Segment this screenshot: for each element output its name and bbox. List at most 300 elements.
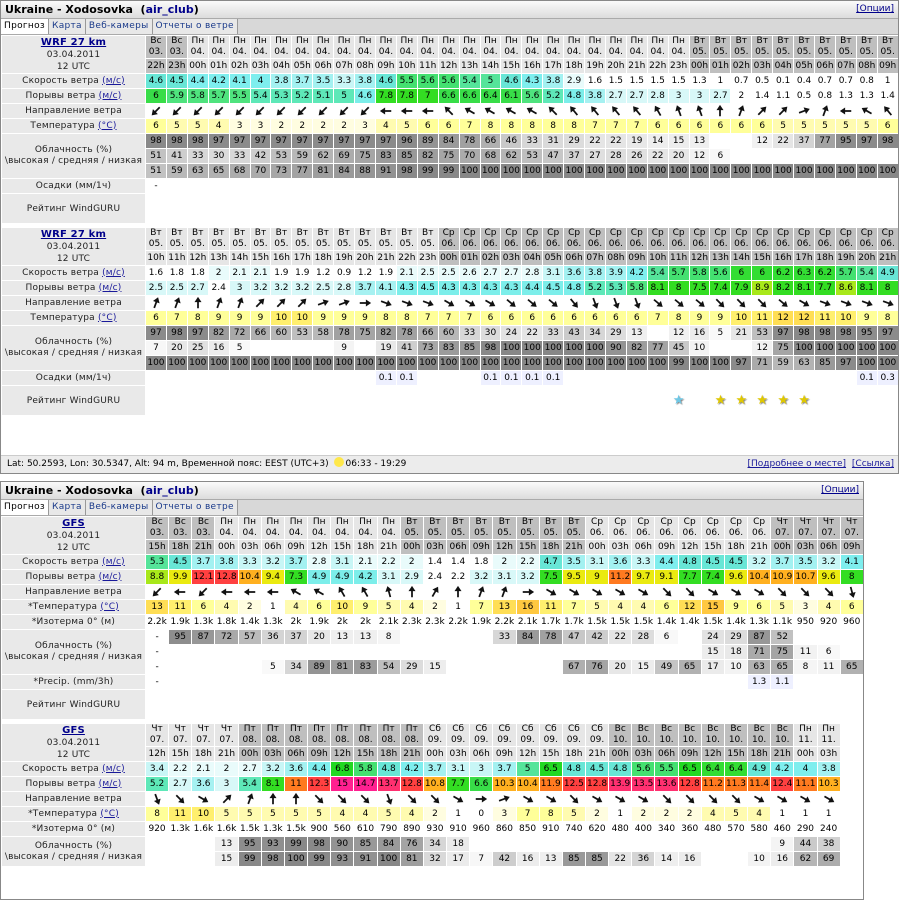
cloud-cell: [308, 645, 331, 660]
cloud-cell: 82: [208, 326, 229, 341]
tab-forecast[interactable]: Прогноз: [1, 19, 49, 34]
wind-gust-row-label-text: Порывы ветра: [25, 90, 96, 101]
cloud-cell: [710, 341, 731, 356]
wind-gust-cell: 12.8: [215, 570, 238, 585]
hour-header: 00h: [187, 59, 208, 74]
cloud-cell: 97: [835, 356, 856, 371]
wind-arrow-icon: [377, 792, 400, 807]
date: 04.: [357, 47, 373, 57]
freezing-level-row: [2, 822, 841, 837]
temperature-cell: 5: [396, 119, 417, 134]
cloud-cell: 29: [400, 660, 423, 675]
weekday: Чт: [220, 724, 233, 734]
cloud-cell: [678, 645, 701, 660]
date: 06.: [775, 239, 791, 249]
cloud-cell: 75: [773, 341, 794, 356]
cloud-cell: 100: [480, 164, 501, 179]
wind-gust-cell: 10.3: [493, 777, 516, 792]
day-row: [2, 517, 864, 540]
cloud-high-row: [2, 326, 899, 341]
wind-direction-label-text: Направление ветра: [25, 297, 122, 308]
club-link[interactable]: air_club: [145, 484, 194, 497]
cloud-cell: 97: [856, 134, 877, 149]
day-header: [459, 36, 480, 59]
cloud-cell: [731, 341, 752, 356]
temperature-cell: 9: [856, 311, 877, 326]
hour-header: 04h: [522, 251, 543, 266]
cloud-cell: 75: [355, 326, 376, 341]
temperature-row: [2, 807, 841, 822]
wind-speed-cell: 2.1: [396, 266, 417, 281]
unit-link[interactable]: (м/с): [98, 571, 122, 582]
cloud-cell: 82: [417, 149, 438, 164]
weekday: Ср: [630, 228, 643, 238]
weekday: Сб: [452, 724, 465, 734]
cloud-cell: 60: [271, 326, 292, 341]
wind-arrow-icon: [609, 585, 632, 600]
temperature-cell: 6: [438, 119, 459, 134]
wind-speed-cell: 4.2: [626, 266, 647, 281]
day-header: [447, 724, 470, 747]
wind-arrow-icon: [585, 296, 606, 311]
wind-arrow-icon: [835, 104, 856, 119]
wind-arrow-icon: [731, 104, 752, 119]
date: 06.: [692, 239, 707, 249]
wind-speed-cell: 1.8: [166, 266, 187, 281]
wind-arrow-icon: [354, 585, 377, 600]
temperature-cell: 6: [731, 119, 752, 134]
rating-cell: [835, 386, 856, 416]
cloud-cell: 18: [447, 837, 470, 852]
wind-speed-cell: 3.8: [817, 762, 840, 777]
rating-cell: [731, 194, 752, 224]
weekday: Вт: [429, 517, 441, 527]
wind-gust-cell: 3.2: [292, 281, 313, 296]
cloud-cell: 5: [261, 660, 284, 675]
wind-gust-cell: 4.4: [522, 281, 543, 296]
hour-header: 17h: [543, 59, 564, 74]
day-header: [522, 228, 543, 251]
wind-gust-cell: 2.9: [400, 570, 423, 585]
day-header: [146, 517, 169, 540]
date: 04.: [483, 47, 498, 57]
rating-cell: [146, 386, 167, 416]
wind-gust-cell: 12.8: [585, 777, 608, 792]
wind-arrow-icon: [562, 585, 585, 600]
weekday: Вт: [296, 228, 308, 238]
cloud-cell: 37: [794, 134, 815, 149]
cloud-cell: 97: [229, 134, 250, 149]
hour-header: 16h: [773, 251, 794, 266]
permalink-link[interactable]: [Ссылка]: [851, 459, 894, 469]
cloud-cell: 98: [835, 326, 856, 341]
precipitation-label: [2, 675, 146, 690]
rating-cell: [562, 690, 585, 720]
cloud-cell: 100: [773, 164, 794, 179]
weekday: Чт: [822, 517, 835, 527]
hour-header: 10h: [146, 251, 167, 266]
hour-header: 00h: [609, 747, 632, 762]
cloud-cell: [585, 837, 608, 852]
wind-arrow-icon: [292, 104, 313, 119]
date: 08.: [288, 735, 304, 745]
unit-link[interactable]: (м/с): [98, 778, 122, 789]
wind-speed-cell: 1.5: [605, 74, 626, 89]
cloud-cell: [355, 341, 376, 356]
day-header: [564, 36, 585, 59]
date: 04.: [219, 528, 234, 538]
wind-arrow-icon: [632, 792, 655, 807]
wind-arrow-icon: [731, 296, 752, 311]
freezing-level-cell: 860: [493, 822, 516, 837]
wind-arrow-icon: [334, 104, 355, 119]
wind-arrow-icon: [647, 296, 668, 311]
wind-arrow-icon: [678, 585, 701, 600]
weekday: Вт: [545, 517, 557, 527]
wind-speed-cell: 2.5: [417, 266, 438, 281]
temperature-cell: 4: [331, 807, 354, 822]
day-header: [701, 517, 724, 540]
tab-forecast[interactable]: Прогноз: [1, 500, 49, 515]
wind-gust-cell: 12.1: [192, 570, 215, 585]
unit-link[interactable]: (м/с): [102, 763, 125, 774]
weekday: Пн: [358, 36, 372, 46]
date: 04.: [399, 47, 414, 57]
day-header: [562, 724, 585, 747]
date: 07.: [149, 735, 165, 745]
weekday: Вт: [777, 36, 789, 46]
freezing-level-cell: 2.2k: [493, 615, 516, 630]
cloud-cell: 71: [748, 645, 771, 660]
temperature-cell: 3: [229, 119, 250, 134]
temperature-cell: 1: [609, 807, 632, 822]
wind-arrow-icon: [146, 104, 167, 119]
weekday: Чт: [776, 517, 788, 527]
model-link[interactable]: GFS: [62, 517, 85, 529]
date: 06.: [650, 239, 665, 249]
cloud-cell: 98: [877, 134, 898, 149]
unit-link[interactable]: (м/с): [98, 282, 122, 293]
wind-gust-cell: 0.5: [794, 89, 815, 104]
precip-cell: [773, 179, 794, 194]
wind-gust-cell: 6: [146, 89, 167, 104]
temperature-cell: 8: [522, 119, 543, 134]
rating-cell: [501, 386, 522, 416]
wind-arrow-icon: [710, 104, 731, 119]
wind-speed-cell: 3.1: [585, 555, 608, 570]
hour-header: 23h: [417, 251, 438, 266]
hour-header: 07h: [835, 59, 856, 74]
cloud-cell: 100: [522, 164, 543, 179]
temperature-cell: 12: [678, 600, 701, 615]
weekday: Вс: [753, 724, 765, 734]
day-header: [564, 228, 585, 251]
freezing-level-cell: 1.5k: [238, 822, 261, 837]
date: 05.: [253, 239, 268, 249]
wind-gust-cell: 9.7: [632, 570, 655, 585]
weekday: Ср: [818, 228, 831, 238]
wind-speed-row-label: [2, 74, 146, 89]
cloud-cell: 100: [229, 356, 250, 371]
temperature-cell: 1: [447, 600, 470, 615]
day-header: [238, 517, 261, 540]
temperature-cell: 4: [400, 807, 423, 822]
date: 06.: [859, 239, 874, 249]
cloud-cell: [817, 630, 840, 645]
wind-speed-cell: 0.9: [334, 266, 355, 281]
precip-cell: [396, 179, 417, 194]
rating-cell: [271, 194, 292, 224]
freezing-level-cell: 1.3k: [192, 615, 215, 630]
date: 04.: [441, 47, 456, 57]
temperature-cell: 9: [689, 311, 710, 326]
cloud-cell: [752, 149, 773, 164]
wind-gust-cell: 3: [215, 777, 238, 792]
wind-arrow-icon: [169, 792, 192, 807]
wind-arrow-icon: [539, 585, 562, 600]
windguru-rating-label-text: Рейтинг WindGURU: [26, 699, 121, 710]
day-header: [877, 228, 898, 251]
wind-gust-cell: 3.2: [271, 281, 292, 296]
cloud-cell: [516, 660, 539, 675]
cloud-cell: 63: [794, 356, 815, 371]
hour-header: 15h: [250, 251, 271, 266]
rating-cell: [817, 690, 840, 720]
cloud-high-row: [2, 837, 841, 852]
date: 05.: [692, 47, 707, 57]
day-header: [794, 228, 815, 251]
options-link[interactable]: [Опции]: [821, 485, 859, 495]
unit-link[interactable]: (м/с): [102, 75, 125, 86]
wind-speed-cell: 6.3: [794, 266, 815, 281]
cloud-cell: 22: [609, 630, 632, 645]
day-header: [423, 724, 446, 747]
rating-cell: [647, 194, 668, 224]
day-header: [229, 228, 250, 251]
precip-cell: [192, 675, 215, 690]
temperature-cell: 6: [543, 311, 564, 326]
temperature-cell: 2: [585, 807, 608, 822]
unit-link[interactable]: (м/с): [102, 556, 125, 567]
unit-link[interactable]: (°C): [97, 120, 117, 131]
date: 05.: [520, 528, 535, 538]
cloud-cell: [794, 630, 817, 645]
rating-cell: [655, 690, 678, 720]
cloud-cell: [284, 645, 307, 660]
precip-cell: [752, 179, 773, 194]
day-header: [480, 36, 501, 59]
precip-cell: [334, 371, 355, 386]
hour-header: 14h: [731, 251, 752, 266]
tab-webcams[interactable]: Веб-камеры: [86, 500, 153, 515]
hour-header: 09h: [655, 540, 678, 555]
cloud-cell: 49: [655, 660, 678, 675]
temperature-cell: 4: [632, 600, 655, 615]
wind-arrow-icon: [447, 585, 470, 600]
date: 05.: [420, 239, 435, 249]
weekday: Пн: [233, 36, 246, 46]
wind-arrow-icon: [817, 792, 840, 807]
date: 07.: [844, 528, 859, 538]
wind-gust-cell: 1.1: [773, 89, 794, 104]
cloud-cell: 13: [354, 630, 377, 645]
precip-cell: [417, 179, 438, 194]
rating-cell: [609, 690, 632, 720]
hour-header: 12h: [516, 747, 539, 762]
wind-arrow-icon: [501, 104, 522, 119]
day-header: [516, 517, 539, 540]
weekday: Пн: [463, 36, 476, 46]
weekday: Пт: [313, 724, 326, 734]
weekday: Пн: [525, 36, 539, 46]
unit-link[interactable]: (°C): [100, 808, 119, 819]
cloud-cell: 34: [423, 837, 446, 852]
date: 06.: [796, 239, 812, 249]
tab-wind-reports[interactable]: Отчеты о ветре: [153, 19, 238, 34]
model-link[interactable]: WRF 27 km: [40, 228, 107, 240]
cloud-cell: [400, 630, 423, 645]
cloud-cell: 20: [166, 341, 187, 356]
cloud-cell: 97: [146, 326, 167, 341]
location-info: Lat: 50.2593, Lon: 30.5347, Alt: 94 m, Временной пояс: EEST (UTC+3): [7, 459, 329, 469]
wind-speed-cell: 3.6: [284, 762, 307, 777]
options-link[interactable]: [Опции]: [856, 4, 894, 14]
temperature-cell: 9: [313, 311, 334, 326]
precip-cell: [585, 179, 606, 194]
cloud-cell: 33: [459, 326, 480, 341]
cloud-cell: 16: [771, 852, 794, 867]
wind-gust-cell: 11.4: [748, 777, 771, 792]
precip-cell: [701, 675, 724, 690]
wind-direction-label-text: Направление ветра: [25, 793, 122, 804]
wind-arrow-icon: [543, 296, 564, 311]
wind-gust-cell: 4.3: [438, 281, 459, 296]
cloud-cell: 100: [313, 356, 334, 371]
spot-titlebar: [1, 482, 863, 500]
wind-speed-cell: 4.3: [522, 74, 543, 89]
wind-gust-cell: 10.4: [748, 570, 771, 585]
spot-name: Ukraine - Xodosovka: [5, 484, 133, 497]
cloud-cell: 100: [334, 356, 355, 371]
wind-speed-cell: 2.8: [308, 555, 331, 570]
cloud-cell: 18: [724, 645, 747, 660]
wind-gust-cell: 7.4: [701, 570, 724, 585]
unit-link[interactable]: (°C): [100, 601, 119, 612]
wind-gust-cell: 5.5: [229, 89, 250, 104]
wind-speed-cell: 3.2: [261, 555, 284, 570]
cloud-cell: 72: [215, 630, 238, 645]
date: 04.: [504, 47, 519, 57]
temperature-cell: 10: [271, 311, 292, 326]
wind-arrow-icon: [377, 585, 400, 600]
wind-speed-cell: 4.8: [562, 762, 585, 777]
day-header: [609, 517, 632, 540]
precip-cell: [710, 371, 731, 386]
freezing-level-cell: 2k: [354, 615, 377, 630]
date: 04.: [381, 528, 396, 538]
date: 07.: [821, 528, 836, 538]
weekday: Ср: [693, 228, 706, 238]
weekday: Вт: [359, 228, 371, 238]
cloud-cell: 13: [215, 837, 238, 852]
tab-webcams[interactable]: Веб-камеры: [86, 19, 153, 34]
precip-cell: [423, 675, 446, 690]
day-header: [377, 724, 400, 747]
freezing-level-cell: 290: [794, 822, 817, 837]
cloud-cell: 42: [493, 852, 516, 867]
wind-arrow-icon: [313, 104, 334, 119]
weekday: Пт: [359, 724, 372, 734]
hour-header: 11h: [668, 251, 689, 266]
hour-header: 20h: [856, 251, 877, 266]
day-header: [689, 36, 710, 59]
cloud-cell: 100: [522, 356, 543, 371]
precip-cell: [668, 371, 689, 386]
day-header: [668, 36, 689, 59]
temperature-cell: 5: [585, 600, 608, 615]
date: 04.: [190, 47, 205, 57]
cloud-label-1: Облачность (%): [34, 840, 113, 851]
wind-speed-cell: 0.7: [731, 74, 752, 89]
rating-cell: [493, 690, 516, 720]
cloud-cell: 99: [417, 164, 438, 179]
tab-wind-reports[interactable]: Отчеты о ветре: [153, 500, 238, 515]
cloud-cell: 22: [773, 134, 794, 149]
cloud-cell: 85: [396, 149, 417, 164]
temperature-cell: 5: [261, 807, 284, 822]
freezing-level-cell: 1.5k: [609, 615, 632, 630]
place-details-link[interactable]: [Подробнее о месте]: [747, 459, 847, 469]
precip-cell: 0.1: [396, 371, 417, 386]
hour-header: 03h: [609, 540, 632, 555]
club-link[interactable]: air_club: [145, 3, 194, 16]
hour-header: 05h: [794, 59, 815, 74]
cloud-cell: [539, 660, 562, 675]
wind-arrow-icon: [313, 296, 334, 311]
weekday: Вс: [776, 724, 788, 734]
rating-cell: [710, 194, 731, 224]
unit-link[interactable]: (м/с): [98, 90, 122, 101]
rating-cell: [564, 194, 585, 224]
weekday: Пн: [822, 724, 835, 734]
tab-map[interactable]: Карта: [49, 19, 86, 34]
day-header: [647, 36, 668, 59]
wind-gust-cell: 2: [731, 89, 752, 104]
unit-link[interactable]: (м/с): [102, 267, 125, 278]
model-link[interactable]: GFS: [62, 724, 85, 736]
wind-speed-cell: 4.5: [169, 555, 192, 570]
wind-gust-cell: 3.2: [516, 570, 539, 585]
cloud-label-2: \высокая / средняя / низкая: [4, 348, 143, 358]
unit-link[interactable]: (°C): [97, 312, 117, 323]
wind-arrow-icon: [655, 792, 678, 807]
freezing-level-cell: 560: [331, 822, 354, 837]
date: 10.: [728, 735, 744, 745]
wind-speed-cell: 4.4: [187, 74, 208, 89]
cloud-cell: [856, 149, 877, 164]
rating-cell: [815, 194, 836, 224]
hour-header: 06h: [632, 540, 655, 555]
tab-map[interactable]: Карта: [49, 500, 86, 515]
cloud-cell: -: [146, 645, 169, 660]
weekday: Пн: [316, 36, 330, 46]
model-link[interactable]: WRF 27 km: [40, 36, 107, 48]
day-header: [493, 724, 516, 747]
wind-direction-label: [2, 585, 146, 600]
rating-cell: [689, 386, 710, 416]
weekday: Вт: [819, 36, 831, 46]
day-header: [710, 228, 731, 251]
